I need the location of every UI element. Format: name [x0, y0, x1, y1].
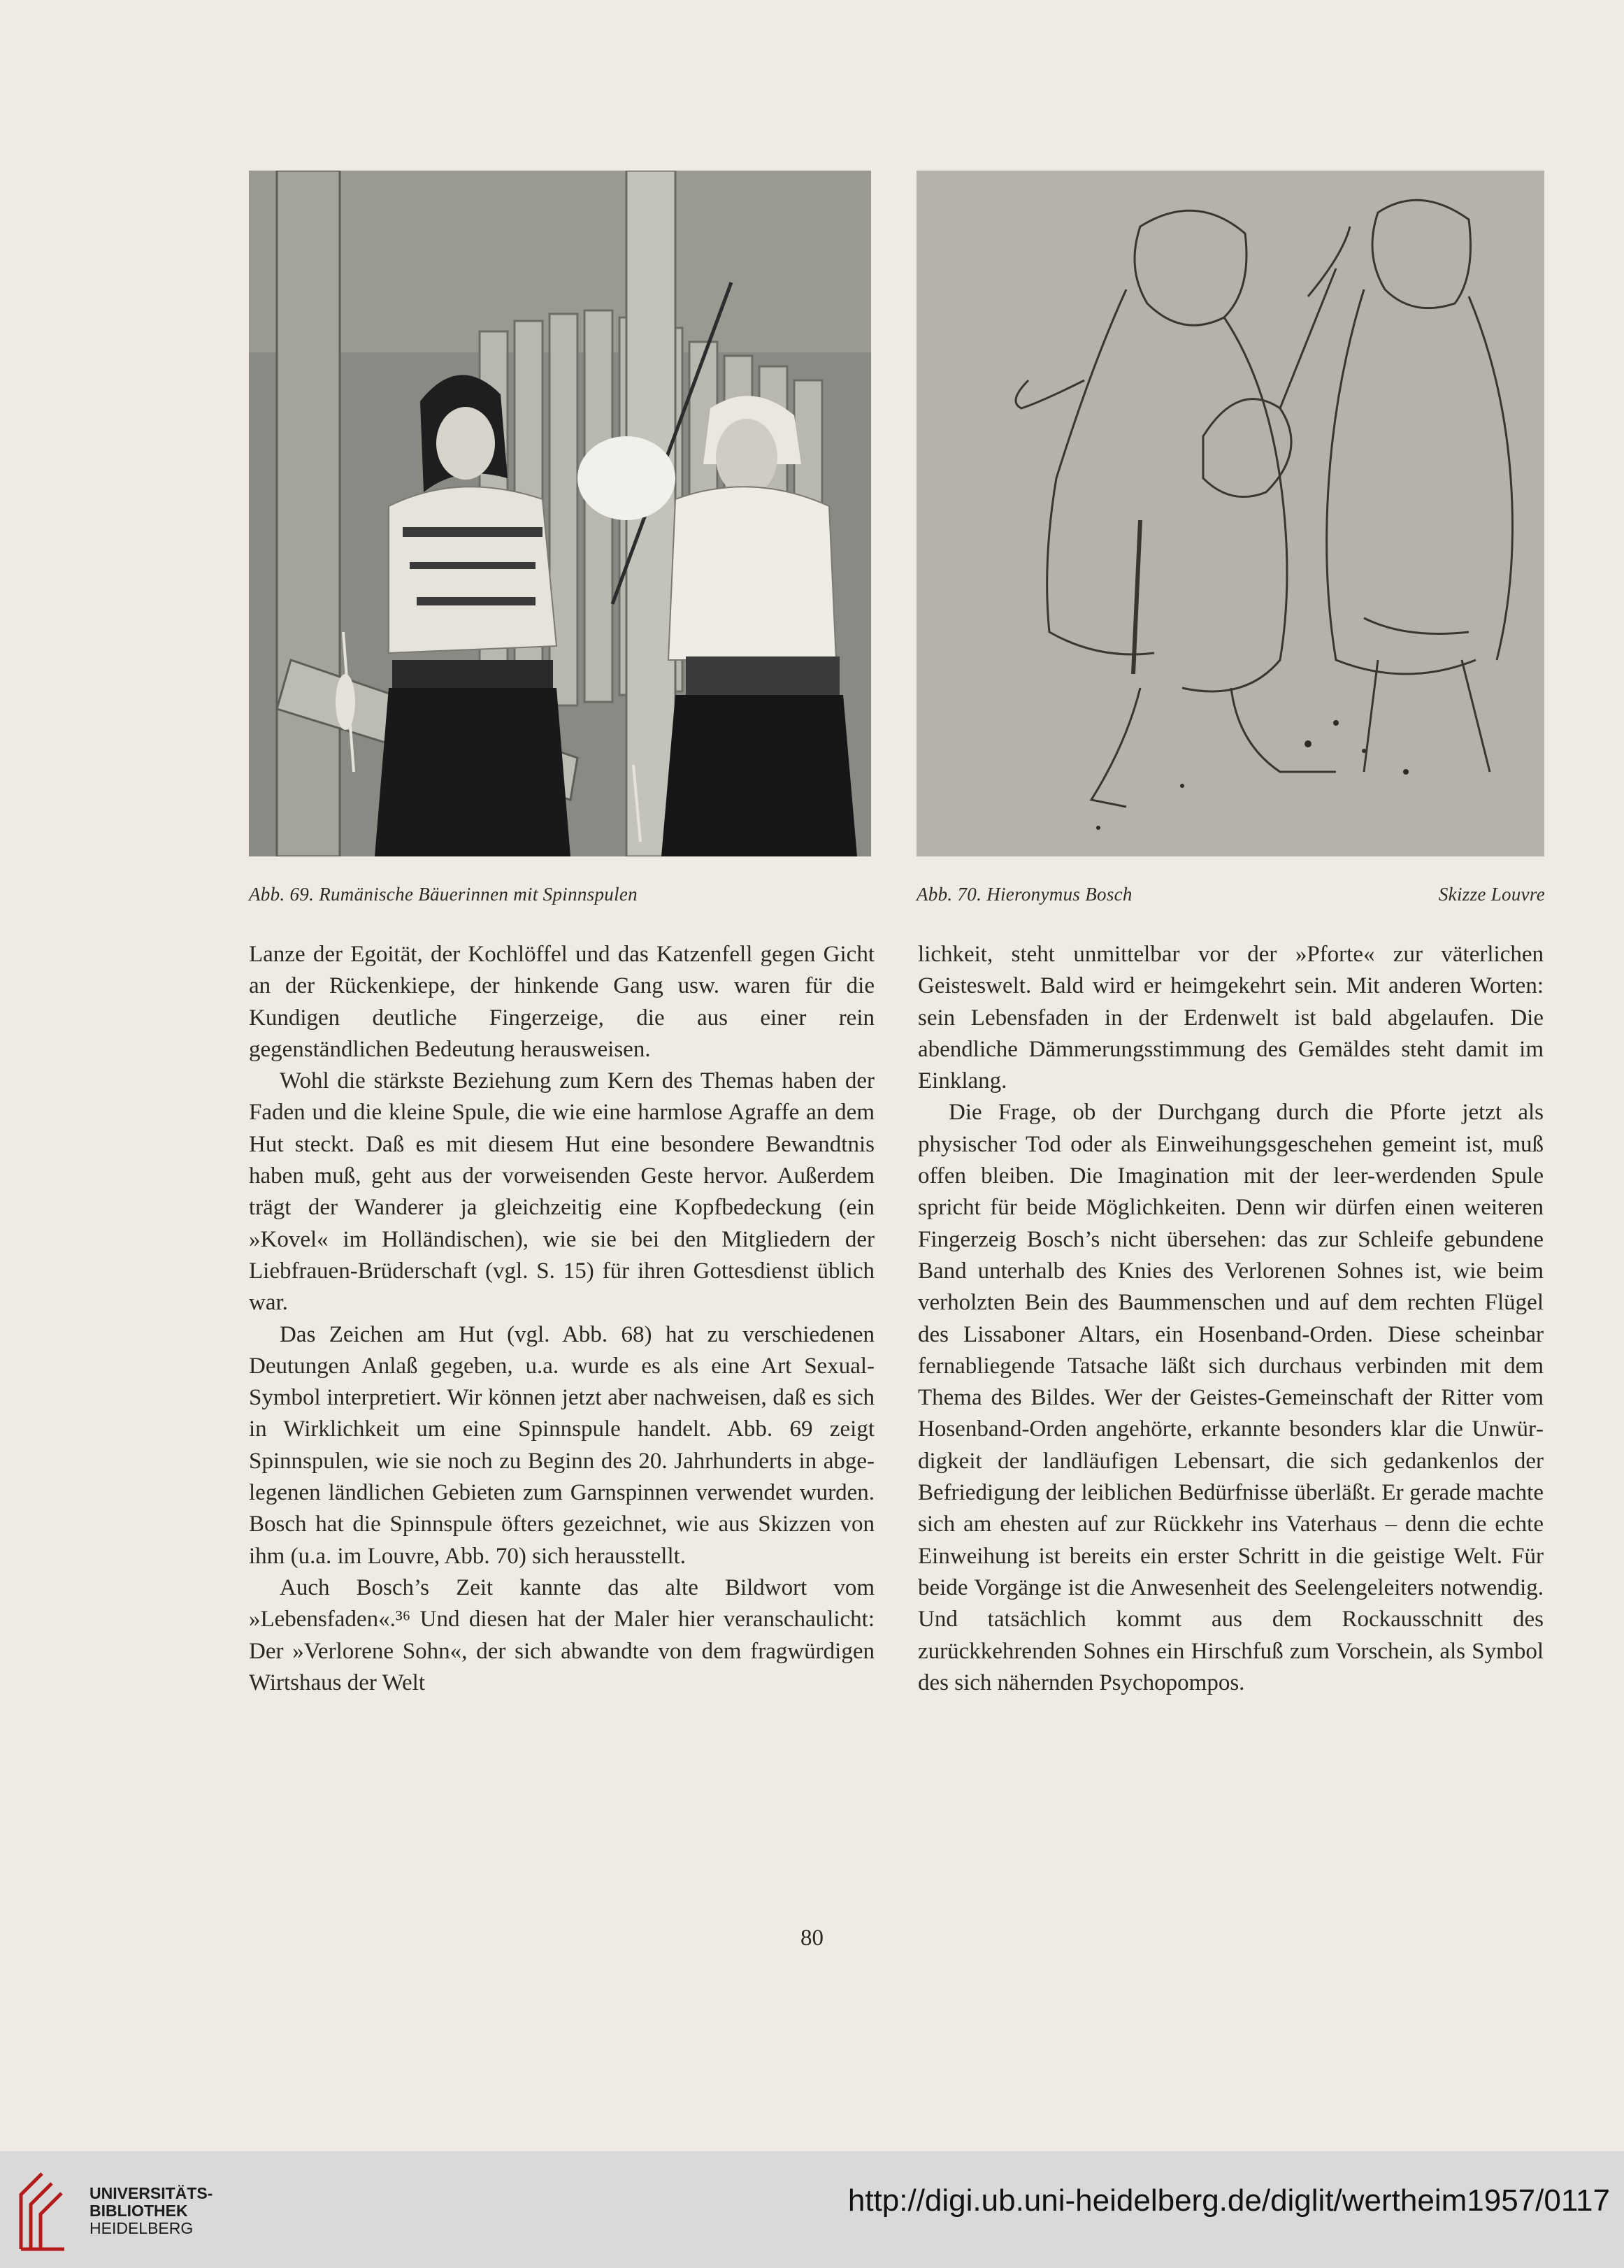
figure-70-source: Skizze Louvre	[1438, 884, 1545, 905]
page-number: 80	[800, 1925, 824, 1951]
left-text-column	[249, 939, 875, 1699]
paragraph: Wohl die stärkste Beziehung zum Kern des Themas haben der Faden und die kleine Spule, die wie eine harmlose Agraffe an dem Hut steckt. Daß es mit diesem Hut eine besondere Bewandtnis haben muß, geht aus der vorweisenden Geste hervor. Außerdem trägt der Wanderer ja gleichzeitig eine Kopfbedeckung (ein »Kovel« im Holländischen), wie sie bei den Mitgliedern der Liebfrauen-Brüderschaft (vgl. S. 15) für ihren Gottesdienst üblich war.	[249, 1068, 875, 1316]
paragraph: Auch Bosch’s Zeit kannte das alte Bildwort vom »Lebensfaden«.³⁶ Und diesen hat der Maler hier veranschaulicht: Der »Verlorene Sohn«, der sich abwandte von dem fragwürdigen Wirtshaus der Welt	[249, 1574, 875, 1695]
source-url-link[interactable]: http://digi.ub.uni-heidelberg.de/diglit/wertheim1957/0117	[847, 2183, 1610, 2218]
figure-70-caption: Abb. 70. Hieronymus Bosch	[917, 884, 1133, 905]
photo-romanian-peasant-women	[249, 171, 871, 856]
sketch-hieronymus-bosch	[917, 171, 1544, 856]
paragraph: Lanze der Egoität, der Kochlöffel und das Katzenfell gegen Gicht an der Rückenkiepe, der hinkende Gang usw. waren für die Kundigen deutliche Fingerzeige, die aus einer rein gegenständlichen Bedeutung herausweisen.	[249, 942, 875, 1062]
footer-bar	[0, 2151, 1624, 2268]
figure-69-caption: Abb. 69. Rumänische Bäuerinnen mit Spinnspulen	[249, 884, 638, 905]
paragraph: lichkeit, steht unmittelbar vor der »Pforte« zur väterlichen Geisteswelt. Bald wird er heimgekehrt sein. Mit anderen Worten: sein Lebensfaden in der Erdenwelt ist bald abgelaufen. Die abendliche Dämmerungsstimmung des Gemäldes steht damit im Einklang.	[918, 942, 1544, 1094]
right-text-column	[918, 939, 1544, 1699]
library-name: UNIVERSITÄTS- BIBLIOTHEK HEIDELBERG	[89, 2184, 213, 2237]
library-logo-icon	[15, 2169, 70, 2253]
paragraph: Die Frage, ob der Durchgang durch die Pforte jetzt als physischer Tod oder als Einweihungsgeschehen gemeint ist, muß offen bleiben. Die Imagination mit der leer-werdenden Spule spricht für beide Möglichkeiten. Denn wir dürfen einen weiteren Fingerzeig Bosch’s nicht übersehen: das zur Schleife gebundene Band unterhalb des Knies des Verlorenen Sohnes ist, wie beim verholzten Bein des Baummenschen und auf dem rechten Flügel des Lissaboner Altars, ein Hosenband-Orden. Diese scheinbar fernabliegende Tatsache läßt sich durchaus verbinden mit dem Thema des Bildes. Wer der Geistes-Gemeinschaft der Ritter vom Hosenband-Orden angehörte, erkannte besonders klar die Unwürdigkeit der landläufigen Lebensart, die sich gedankenlos der Befriedigung der leiblichen Bedürfnisse überläßt. Er gerade machte sich am ehesten auf zur Rückkehr ins Vaterhaus – denn die echte Einweihung ist bereits ein erster Schritt in die geistige Welt. Für beide Vorgänge ist die Anwesenheit des Seelengeleiters notwendig. Und tatsächlich kommt aus dem Rockausschnitt des zurückkehrenden Sohnes ein Hirschfuß zum Vorschein, als Symbol des sich nähernden Psychopompos.	[918, 1100, 1544, 1695]
paragraph: Das Zeichen am Hut (vgl. Abb. 68) hat zu verschiedenen Deutungen Anlaß gegeben, u.a. wurde es als eine Art Sexual-Symbol interpretiert. Wir können jetzt aber nachweisen, daß es sich in Wirklichkeit um eine Spinnspule handelt. Abb. 69 zeigt Spinnspulen, wie sie noch zu Beginn des 20. Jahrhunderts in abgelegenen ländlichen Gebieten zum Garnspinnen verwendet wurden. Bosch hat die Spinnspule öfters gezeichnet, wie aus Skizzen von ihm (u.a. im Louvre, Abb. 70) sich herausstellt.	[249, 1321, 875, 1569]
